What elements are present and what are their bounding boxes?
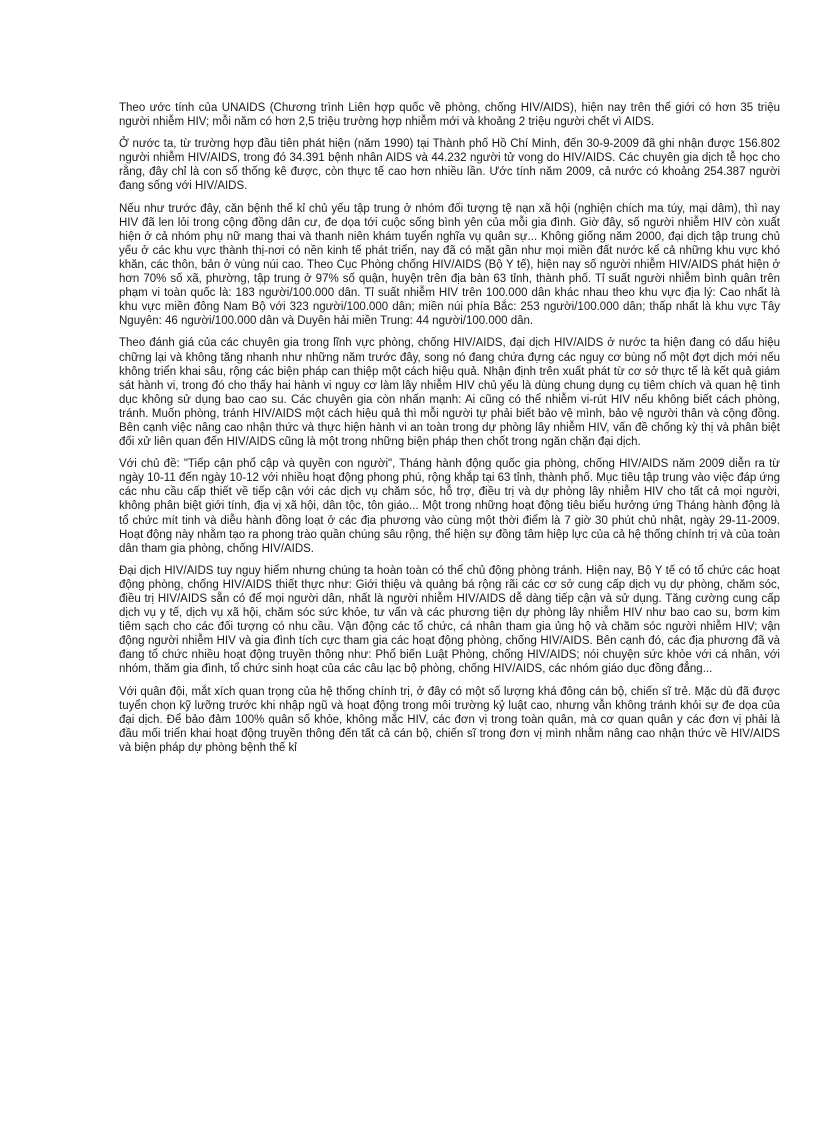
paragraph-vietnam-statistics: Ở nước ta, từ trường hợp đầu tiên phát hiện (năm 1990) tại Thành phố Hồ Chí Minh, đến 30-9-2009 đã ghi nhận được 156.802 người nhiễm HIV/AIDS, trong đó 34.391 bệnh nhân AIDS và 44.232 người tử vong do HIV/AIDS. Các chuyên gia dịch tễ học cho rằng, đây chỉ là con số thống kê được, còn thực tế cao hơn nhiều lần. Ước tính năm 2009, cả nước có khoảng 254.387 người đang sống với HIV/AIDS. — [119, 138, 780, 193]
paragraph-military: Với quân đội, mắt xích quan trọng của hệ thống chính trị, ở đây có một số lượng khá đông cán bộ, chiến sĩ trẻ. Mặc dù đã được tuyển chọn kỹ lưỡng trước khi nhập ngũ và hoạt động trong môi trường kỷ luật cao, nhưng vẫn không tránh khỏi sự đe dọa của đại dịch. Để bảo đảm 100% quân số khỏe, không mắc HIV, các đơn vị trong toàn quân, mà cơ quan quân y các đơn vị phải là đầu mối triển khai hoạt động truyền thông đến tất cả cán bộ, chiến sĩ trong đơn vị mình nhằm nâng cao nhận thức về HIV/AIDS và biện pháp dự phòng bệnh thế kỉ — [119, 685, 780, 754]
document-page — [119, 101, 780, 763]
paragraph-prevention-activities: Đại dịch HIV/AIDS tuy nguy hiểm nhưng chúng ta hoàn toàn có thể chủ động phòng tránh. Hiện nay, Bộ Y tế có tổ chức các hoạt động phòng, chống HIV/AIDS thiết thực như: Giới thiệu và quảng bá rộng rãi các cơ sở cung cấp dịch vụ dự phòng, chăm sóc, điều trị HIV/AIDS sẵn có để mọi người dân, nhất là người nhiễm HIV/AIDS dễ dàng tiếp cận và sử dụng. Tăng cường cung cấp dịch vụ y tế, dịch vụ xã hội, chăm sóc sức khỏe, tư vấn và các phương tiện dự phòng lây nhiễm HIV như bao cao su, bơm kim tiêm sạch cho các đối tượng có nhu cầu. Vận động các tổ chức, cá nhân tham gia ủng hộ và chăm sóc người nhiễm HIV; vận động người nhiễm HIV và gia đình tích cực tham gia các hoạt động phòng, chống HIV/AIDS. Bên cạnh đó, các địa phương đã và đang tổ chức nhiều hoạt động truyền thông như: Phổ biến Luật Phòng, chống HIV/AIDS; nói chuyện sức khỏe với cá nhân, với nhóm, thăm gia đình, tổ chức sinh hoạt của các câu lạc bộ phòng, chống HIV/AIDS, các nhóm giáo dục đồng đẳng... — [119, 564, 780, 676]
paragraph-spread-regions: Nếu như trước đây, căn bệnh thế kỉ chủ yếu tập trung ở nhóm đối tượng tệ nạn xã hội (nghiện chích ma túy, mại dâm), thì nay HIV đã len lỏi trong cộng đồng dân cư, đe dọa tới cuộc sống bình yên của mỗi gia đình. Giờ đây, số người nhiễm HIV còn xuất hiện ở cả nhóm phụ nữ mang thai và thanh niên khám tuyển nghĩa vụ quân sự... Không giống năm 2000, đại dịch tập trung chủ yếu ở các khu vực thành thị-nơi có nền kinh tế phát triển, nay đã có mặt gần như mọi miền đất nước kể cả những khu vực khó khăn, các thôn, bản ở vùng núi cao. Theo Cục Phòng chống HIV/AIDS (Bộ Y tế), hiện nay số người nhiễm HIV/AIDS phát hiện ở hơn 70% số xã, phường, tập trung ở 97% số quận, huyện trên địa bàn 63 tỉnh, thành phố. Tỉ suất người nhiễm bình quân trên phạm vi toàn quốc là: 183 người/100.000 dân. Tỉ suất nhiễm HIV trên 100.000 dân khác nhau theo khu vực địa lý: Cao nhất là khu vực miền đông Nam Bộ với 323 người/100.000 dân; miền núi phía Bắc: 253 người/100.000 dân; thấp nhất là khu vực Tây Nguyên: 46 người/100.000 dân và Duyên hải miền Trung: 44 người/100.000 dân. — [119, 202, 780, 328]
paragraph-unaids-estimate: Theo ước tính của UNAIDS (Chương trình Liên hợp quốc về phòng, chống HIV/AIDS), hiện nay trên thế giới có hơn 35 triệu người nhiễm HIV; mỗi năm có hơn 2,5 triệu trường hợp nhiễm mới và khoảng 2 triệu người chết vì AIDS. — [119, 102, 780, 129]
paragraph-action-month: Với chủ đề: "Tiếp cận phổ cập và quyền con người", Tháng hành động quốc gia phòng, chống HIV/AIDS năm 2009 diễn ra từ ngày 10-11 đến ngày 10-12 với nhiều hoạt động phong phú, rộng khắp tại 63 tỉnh, thành phố. Mục tiêu tập trung vào việc đáp ứng các nhu cầu cấp thiết về tiếp cận với các dịch vụ chăm sóc, hỗ trợ, điều trị và dự phòng lây nhiễm HIV cho tất cả mọi người, không phân biệt giới tính, địa vị xã hội, dân tộc, tôn giáo... Một trong những hoạt động tiêu biểu hưởng ứng Tháng hành động là tổ chức mít tinh và diễu hành đồng loạt ở các địa phương vào cùng một thời điểm là 7 giờ 30 phút chủ nhật, ngày 29-11-2009. Hoạt động này nhằm tạo ra phong trào quần chúng sâu rộng, thể hiện sự đồng tâm hiệp lực của cả hệ thống chính trị và của toàn dân tham gia phòng, chống HIV/AIDS. — [119, 458, 780, 555]
paragraph-expert-assessment: Theo đánh giá của các chuyên gia trong lĩnh vực phòng, chống HIV/AIDS, đại dịch HIV/AIDS ở nước ta hiện đang có dấu hiệu chững lại và không tăng nhanh như những năm trước đây, song nó đang chứa đựng các nguy cơ bùng nổ một đợt dịch mới nếu không triển khai sâu, rộng các biện pháp can thiệp một cách hiệu quả. Nhận định trên xuất phát từ cơ sở thực tế là kết quả giám sát hành vi, trong đó cho thấy hai hành vi nguy cơ làm lây nhiễm HIV chủ yếu là dùng chung dụng cụ tiêm chích và quan hệ tình dục không sử dụng bao cao su. Các chuyên gia còn nhấn mạnh: Ai cũng có thể nhiễm vi-rút HIV nếu không biết cách phòng, tránh. Muốn phòng, tránh HIV/AIDS một cách hiệu quả thì mỗi người tự phải biết bảo vệ mình, bảo vệ người thân và cộng đồng. Bên cạnh việc nâng cao nhận thức và thực hiện hành vi an toàn trong dự phòng lây nhiễm HIV, vấn đề chống kỳ thị và phân biệt đối xử liên quan đến HIV/AIDS cũng là một trong những biện pháp then chốt trong ngăn chặn đại dịch. — [119, 337, 780, 449]
